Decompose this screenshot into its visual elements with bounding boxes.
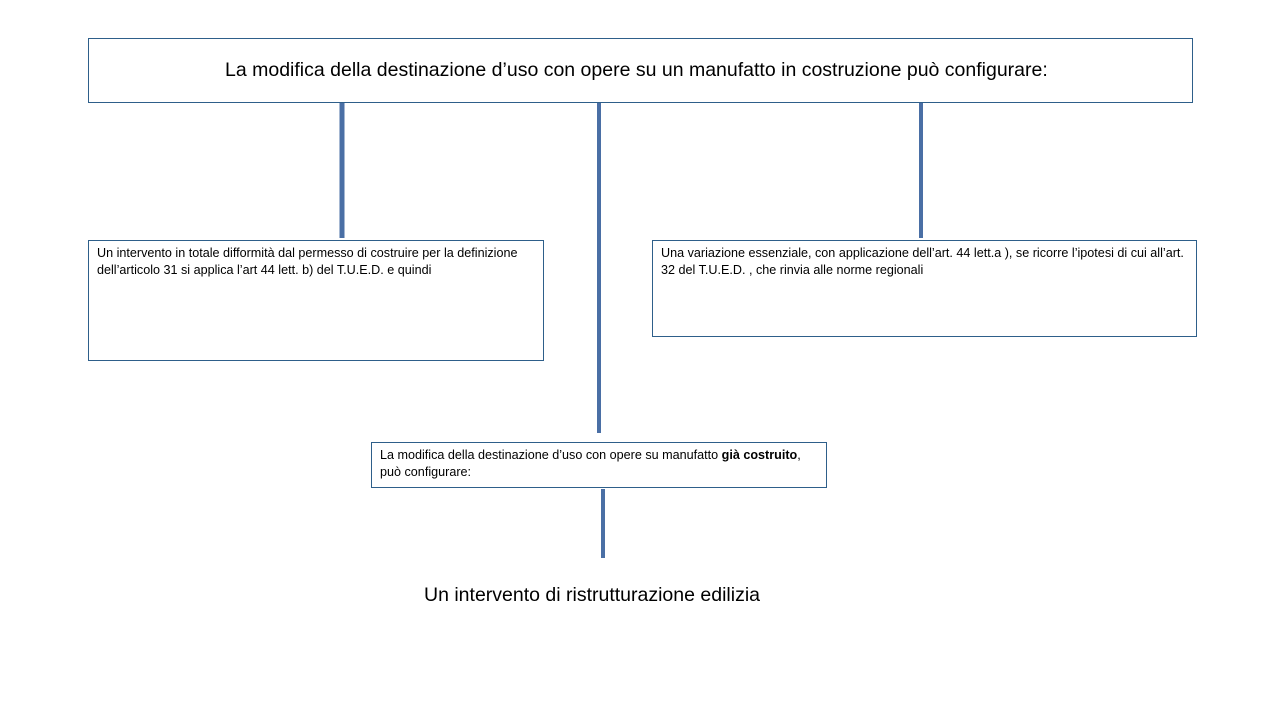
left-box-text: Un intervento in totale difformità dal permesso di costruire per la definizione dell’articolo 31 si applica l’art 44 lett. b) del T.U.E.D. e quindi (97, 246, 518, 277)
middle-box-text-bold: già costruito (721, 448, 798, 462)
top-box-text: La modifica della destinazione d’uso con opere su un manufatto in costruzione può configurare: (225, 59, 1048, 81)
bottom-text: Un intervento di ristrutturazione edilizia (424, 584, 760, 606)
right-box-text: Una variazione essenziale, con applicazione dell’art. 44 lett.a ), se ricorre l’ipotesi di cui all’art. 32 del T.U.E.D. , che rinvia alle norme regionali (661, 246, 1184, 277)
middle-box-text-after: , può configurare: (380, 448, 801, 479)
middle-box-text-before: La modifica della destinazione d’uso con opere su manufatto (380, 448, 722, 462)
right-box (652, 240, 1197, 337)
middle-box (371, 442, 827, 488)
top-box (88, 38, 1193, 103)
left-box (88, 240, 544, 361)
